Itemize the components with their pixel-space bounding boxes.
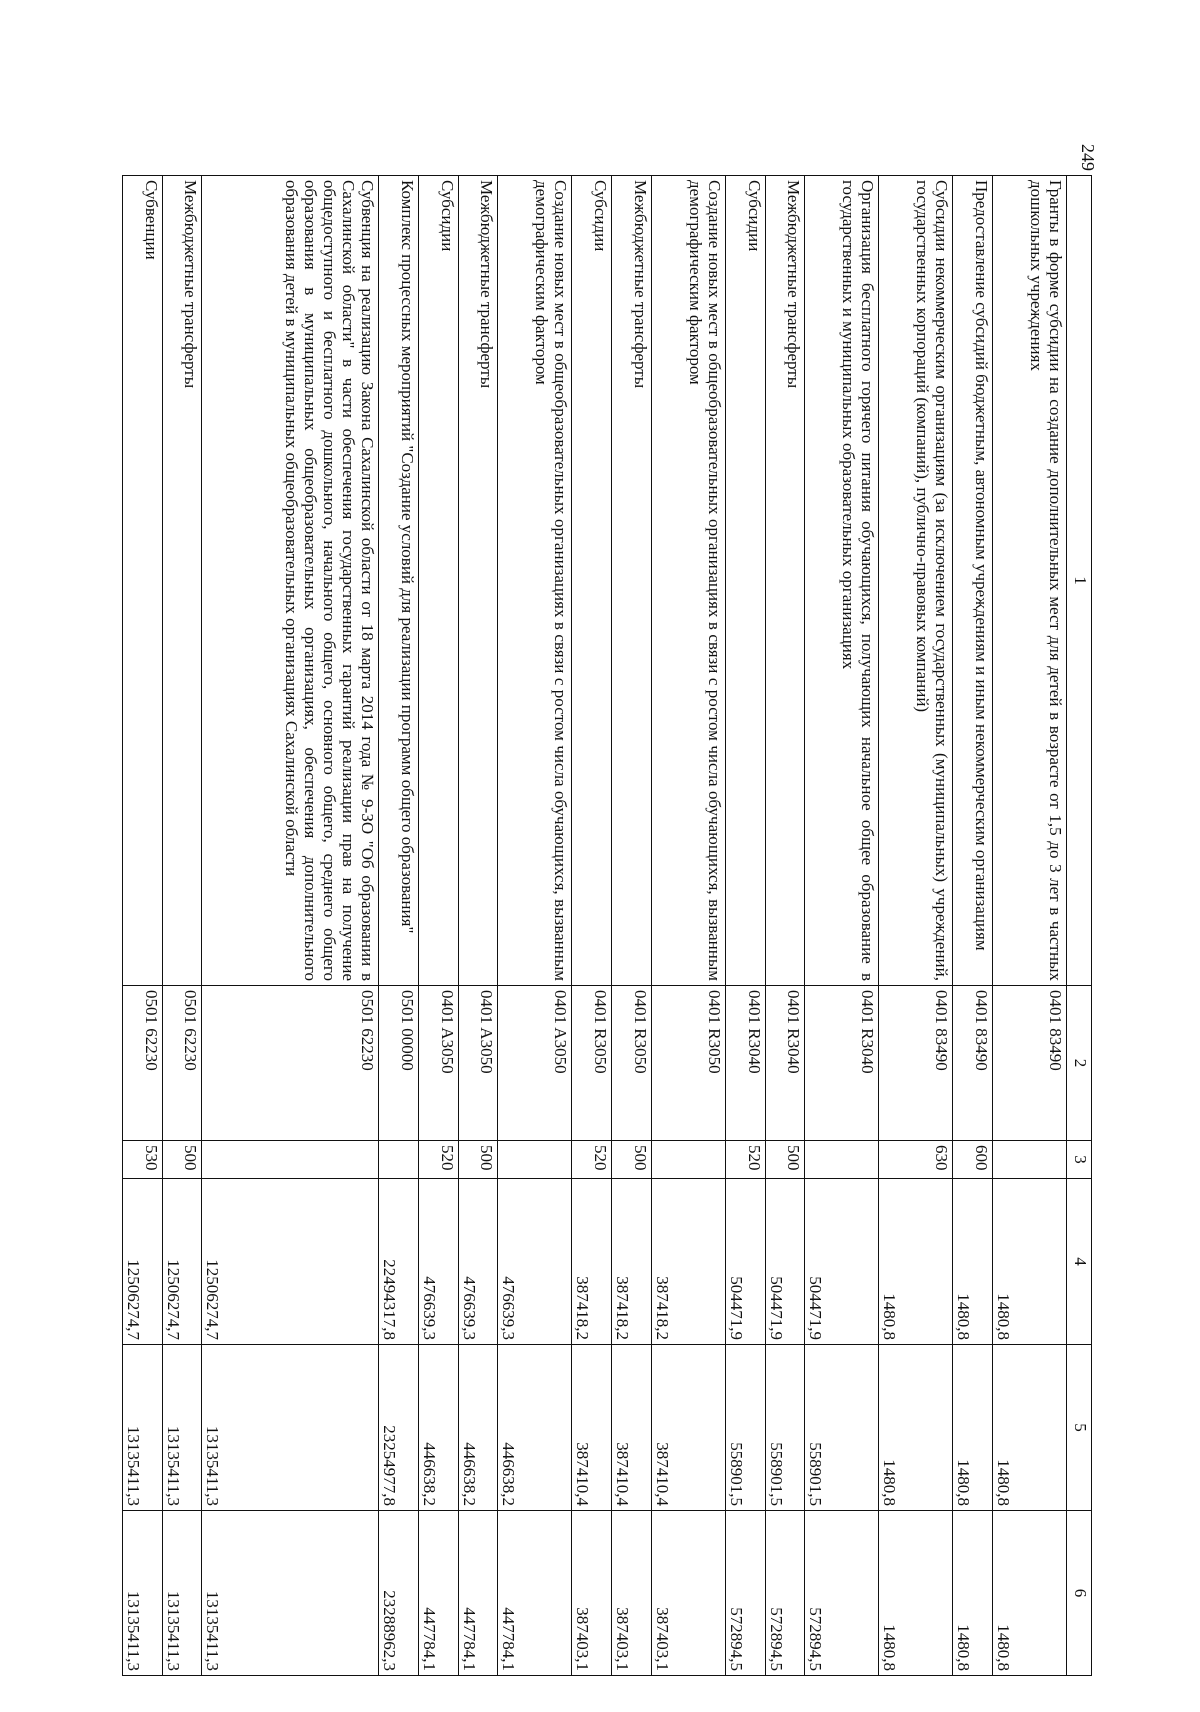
table-header-row (1067, 176, 1092, 1676)
row-code-cell: 0501 62230 (202, 986, 379, 1141)
row-type-cell (993, 1141, 1067, 1179)
table-row (612, 176, 652, 1676)
row-value-2025-cell: 23288962,3 (379, 1511, 419, 1676)
row-code-cell: 0401 83490 (993, 986, 1067, 1141)
row-type-cell: 530 (123, 1141, 163, 1179)
page-number: 249 (1078, 144, 1098, 171)
row-code-cell: 0401 R3040 (765, 986, 805, 1141)
row-value-2025-cell: 447784,1 (419, 1511, 459, 1676)
row-value-2025-cell: 13135411,3 (123, 1511, 163, 1676)
table-row (805, 176, 879, 1676)
budget-table-container (122, 175, 1092, 1675)
row-name-cell: Межбюджетные трансферты (458, 176, 498, 986)
row-code-cell: 0401 83490 (879, 986, 953, 1141)
row-value-2025-cell: 572894,5 (725, 1511, 765, 1676)
row-code-cell: 0401 A3050 (419, 986, 459, 1141)
row-value-2023-cell: 12506274,7 (162, 1179, 202, 1345)
row-type-cell (202, 1141, 379, 1179)
row-value-2023-cell: 1480,8 (953, 1179, 993, 1345)
row-value-2025-cell: 387403,1 (651, 1511, 725, 1676)
row-code-cell: 0401 R3050 (651, 986, 725, 1141)
row-code-cell: 0501 00000 (379, 986, 419, 1141)
row-value-2025-cell: 447784,1 (458, 1511, 498, 1676)
row-value-2025-cell: 13135411,3 (162, 1511, 202, 1676)
row-value-2023-cell: 12506274,7 (202, 1179, 379, 1345)
row-value-2024-cell: 387410,4 (651, 1345, 725, 1511)
row-value-2023-cell: 387418,2 (651, 1179, 725, 1345)
header-col-3: 3 (1067, 1141, 1092, 1179)
table-row (162, 176, 202, 1676)
row-value-2025-cell: 387403,1 (572, 1511, 612, 1676)
row-value-2024-cell: 387410,4 (572, 1345, 612, 1511)
row-value-2023-cell: 476639,3 (419, 1179, 459, 1345)
row-value-2024-cell: 558901,5 (805, 1345, 879, 1511)
row-value-2024-cell: 13135411,3 (162, 1345, 202, 1511)
table-row (123, 176, 163, 1676)
table-row (725, 176, 765, 1676)
row-code-cell: 0501 62230 (123, 986, 163, 1141)
header-col-1: 1 (1067, 176, 1092, 986)
row-type-cell: 630 (879, 1141, 953, 1179)
row-value-2024-cell: 446638,2 (498, 1345, 572, 1511)
row-value-2024-cell: 387410,4 (612, 1345, 652, 1511)
row-code-cell: 0401 A3050 (458, 986, 498, 1141)
row-value-2024-cell: 558901,5 (765, 1345, 805, 1511)
table-row (953, 176, 993, 1676)
row-type-cell (805, 1141, 879, 1179)
row-value-2025-cell: 13135411,3 (202, 1511, 379, 1676)
row-value-2024-cell: 13135411,3 (123, 1345, 163, 1511)
row-type-cell (651, 1141, 725, 1179)
table-row (572, 176, 612, 1676)
row-value-2024-cell: 1480,8 (879, 1345, 953, 1511)
row-value-2024-cell: 558901,5 (725, 1345, 765, 1511)
table-row (879, 176, 953, 1676)
row-type-cell: 520 (419, 1141, 459, 1179)
row-value-2023-cell: 22494317,8 (379, 1179, 419, 1345)
table-row (993, 176, 1067, 1676)
row-value-2023-cell: 387418,2 (612, 1179, 652, 1345)
row-value-2025-cell: 572894,5 (765, 1511, 805, 1676)
header-col-5: 5 (1067, 1345, 1092, 1511)
header-col-6: 6 (1067, 1511, 1092, 1676)
row-value-2023-cell: 12506274,7 (123, 1179, 163, 1345)
row-type-cell: 500 (162, 1141, 202, 1179)
row-value-2025-cell: 387403,1 (612, 1511, 652, 1676)
row-value-2023-cell: 476639,3 (458, 1179, 498, 1345)
row-name-cell: Предоставление субсидий бюджетным, автономным учреждениям и иным некоммерческим организациям (953, 176, 993, 986)
row-type-cell: 500 (612, 1141, 652, 1179)
table-row (379, 176, 419, 1676)
row-name-cell: Создание новых мест в общеобразовательных организациях в связи с ростом числа обучающихся, вызванным демографическим фактором (651, 176, 725, 986)
row-value-2023-cell: 476639,3 (498, 1179, 572, 1345)
row-code-cell: 0401 R3040 (725, 986, 765, 1141)
table-body (123, 176, 1067, 1676)
row-code-cell: 0401 83490 (953, 986, 993, 1141)
budget-table (122, 175, 1092, 1676)
table-row (419, 176, 459, 1676)
row-name-cell: Субсидии (572, 176, 612, 986)
table-row (202, 176, 379, 1676)
row-value-2025-cell: 572894,5 (805, 1511, 879, 1676)
row-value-2023-cell: 504471,9 (805, 1179, 879, 1345)
row-name-cell: Межбюджетные трансферты (765, 176, 805, 986)
row-name-cell: Создание новых мест в общеобразовательных организациях в связи с ростом числа обучающихся, вызванным демографическим фактором (498, 176, 572, 986)
row-name-cell: Субвенция на реализацию Закона Сахалинской области от 18 марта 2014 года № 9-ЗО "Об образовании в Сахалинской области" в части обеспечения государственных гарантий реализации прав на получение общедоступного и бесплатного дошкольного, начального общего, основного общего, среднего общего образования в муниципальных общеобразовательных организациях, обеспечения дополнительного образования детей в муниципальных общеобразовательных организациях Сахалинской области (202, 176, 379, 986)
header-col-2: 2 (1067, 986, 1092, 1141)
row-value-2023-cell: 1480,8 (879, 1179, 953, 1345)
row-value-2025-cell: 1480,8 (953, 1511, 993, 1676)
row-name-cell: Гранты в форме субсидии на создание дополнительных мест для детей в возрасте от 1,5 до 3 лет в частных дошкольных учреждениях (993, 176, 1067, 986)
row-type-cell: 600 (953, 1141, 993, 1179)
row-value-2024-cell: 1480,8 (993, 1345, 1067, 1511)
row-value-2024-cell: 23254977,8 (379, 1345, 419, 1511)
row-value-2024-cell: 446638,2 (458, 1345, 498, 1511)
row-value-2025-cell: 1480,8 (993, 1511, 1067, 1676)
row-value-2024-cell: 1480,8 (953, 1345, 993, 1511)
row-value-2024-cell: 446638,2 (419, 1345, 459, 1511)
row-name-cell: Субсидии некоммерческим организациям (за исключением государственных (муниципальных) учреждений, государственных корпораций (компаний), публично-правовых компаний) (879, 176, 953, 986)
header-col-4: 4 (1067, 1179, 1092, 1345)
table-row (458, 176, 498, 1676)
table-row (765, 176, 805, 1676)
row-type-cell: 520 (572, 1141, 612, 1179)
row-value-2025-cell: 447784,1 (498, 1511, 572, 1676)
row-name-cell: Организация бесплатного горячего питания обучающихся, получающих начальное общее образование в государственных и муниципальных образовательных организациях (805, 176, 879, 986)
row-name-cell: Комплекс процессных мероприятий "Создание условий для реализации программ общего образования" (379, 176, 419, 986)
row-value-2025-cell: 1480,8 (879, 1511, 953, 1676)
row-name-cell: Межбюджетные трансферты (612, 176, 652, 986)
row-code-cell: 0401 A3050 (498, 986, 572, 1141)
row-value-2023-cell: 1480,8 (993, 1179, 1067, 1345)
row-value-2023-cell: 387418,2 (572, 1179, 612, 1345)
table-row (498, 176, 572, 1676)
row-code-cell: 0401 R3050 (612, 986, 652, 1141)
row-type-cell: 500 (765, 1141, 805, 1179)
row-name-cell: Субвенции (123, 176, 163, 986)
row-value-2024-cell: 13135411,3 (202, 1345, 379, 1511)
row-name-cell: Субсидии (419, 176, 459, 986)
row-name-cell: Межбюджетные трансферты (162, 176, 202, 986)
row-value-2023-cell: 504471,9 (725, 1179, 765, 1345)
table-row (651, 176, 725, 1676)
row-type-cell: 520 (725, 1141, 765, 1179)
row-code-cell: 0501 62230 (162, 986, 202, 1141)
row-type-cell (379, 1141, 419, 1179)
row-name-cell: Субсидии (725, 176, 765, 986)
row-type-cell (498, 1141, 572, 1179)
row-value-2023-cell: 504471,9 (765, 1179, 805, 1345)
row-code-cell: 0401 R3050 (572, 986, 612, 1141)
row-code-cell: 0401 R3040 (805, 986, 879, 1141)
row-type-cell: 500 (458, 1141, 498, 1179)
